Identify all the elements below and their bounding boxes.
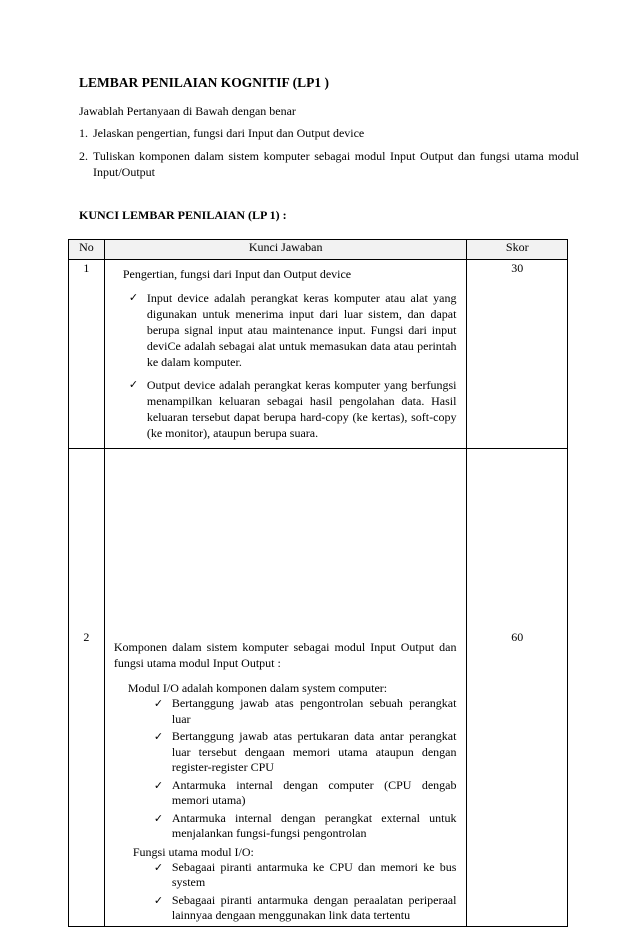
answer-list — [123, 290, 457, 441]
answer-item — [123, 377, 457, 441]
table-header-row — [69, 240, 568, 260]
row-number-cell — [69, 260, 105, 449]
section-heading-modul-io: Modul I/O adalah komponen dalam system computer: — [127, 681, 388, 695]
answer-item — [123, 290, 457, 370]
answer-item — [154, 729, 457, 776]
answer-heading: Pengertian, fungsi dari Input dan Output device — [122, 267, 352, 281]
question-item — [79, 125, 579, 141]
question-number: 2. — [79, 149, 88, 163]
row-number: 1 — [83, 261, 90, 275]
row-number: 2 — [83, 630, 90, 644]
section-heading-fungsi: Fungsi utama modul I/O: — [132, 844, 254, 859]
answer-item-text: Bertanggung jawab atas pengontrolan sebuah perangkat luar — [171, 696, 457, 726]
page-title: LEMBAR PENILAIAN KOGNITIF (LP1 ) — [79, 75, 330, 90]
checkmark-icon: ✓ — [153, 778, 164, 792]
answer-list — [114, 696, 457, 842]
question-list — [79, 125, 579, 187]
column-header-score: Skor — [467, 240, 568, 260]
checkmark-icon: ✓ — [153, 697, 164, 710]
checkmark-icon: ✓ — [128, 378, 139, 391]
column-header-no: No — [69, 240, 105, 260]
column-header-answer: Kunci Jawaban — [104, 240, 467, 260]
answer-list — [114, 860, 457, 924]
answer-item-text: Output device adalah perangkat keras komputer yang berfungsi menampilkan keluaran sebagai hasil pengolahan data. Hasil keluaran tersebut dapat berupa hard-copy (ke kertas), soft-copy (ke monitor), ataupun berupa suara. — [146, 378, 457, 440]
checkmark-icon: ✓ — [153, 730, 164, 743]
question-text: Jelaskan pengertian, fungsi dari Input dan Output device — [93, 126, 365, 140]
question-number: 1. — [79, 126, 88, 140]
answer-heading: Komponen dalam sistem komputer sebagai modul Input Output dan fungsi utama modul Input Output : — [113, 640, 457, 670]
row-number-cell — [69, 449, 105, 927]
checkmark-icon: ✓ — [153, 893, 164, 907]
answer-cell — [104, 449, 467, 927]
score-cell — [467, 260, 568, 449]
score-value: 60 — [511, 630, 524, 644]
answer-item-text: Antarmuka internal dengan computer (CPU dengab memori utama) — [171, 777, 457, 807]
answer-item — [154, 860, 457, 891]
answer-cell — [104, 260, 467, 449]
checkmark-icon: ✓ — [153, 811, 164, 825]
answer-item — [154, 778, 457, 809]
checkmark-icon: ✓ — [128, 291, 139, 304]
checkmark-icon: ✓ — [153, 860, 164, 874]
answer-item — [154, 811, 457, 842]
answer-item-text: Input device adalah perangkat keras komputer atau alat yang digunakan untuk menerima input dari luar sistem, dan dapat berupa signal input atau maintenance input. Fungsi dari input deviCe adalah sebagai alat untuk memasukan data atau perintah ke dalam komputer. — [146, 291, 457, 369]
answer-item-text: Sebagaai piranti antarmuka ke CPU dan memori ke bus system — [171, 859, 457, 889]
answer-item-text: Antarmuka internal dengan perangkat external untuk menjalankan fungsi-fungsi pengontrolan — [171, 810, 457, 840]
answer-item-text: Bertanggung jawab atas pertukaran data antar perangkat luar tersebut dengaan memori utama ataupun dengan register-register CPU — [171, 729, 457, 774]
answer-item — [154, 893, 457, 924]
answer-key-table — [68, 239, 568, 927]
question-item — [79, 148, 579, 180]
answer-key-title: KUNCI LEMBAR PENILAIAN (LP 1) : — [79, 208, 287, 222]
table-row — [69, 260, 568, 449]
question-text: Tuliskan komponen dalam sistem komputer sebagai modul Input Output dan fungsi utama modul Input/Output — [93, 149, 579, 179]
answer-item — [154, 696, 457, 727]
answer-item-text: Sebagaai piranti antarmuka dengan peraalatan periperaal lainnyaa dengaan menggunakan link data tertentu — [171, 892, 457, 922]
instruction-text: Jawablah Pertanyaan di Bawah dengan benar — [79, 104, 296, 118]
table-row — [69, 449, 568, 927]
score-cell — [467, 449, 568, 927]
score-value: 30 — [511, 261, 524, 275]
